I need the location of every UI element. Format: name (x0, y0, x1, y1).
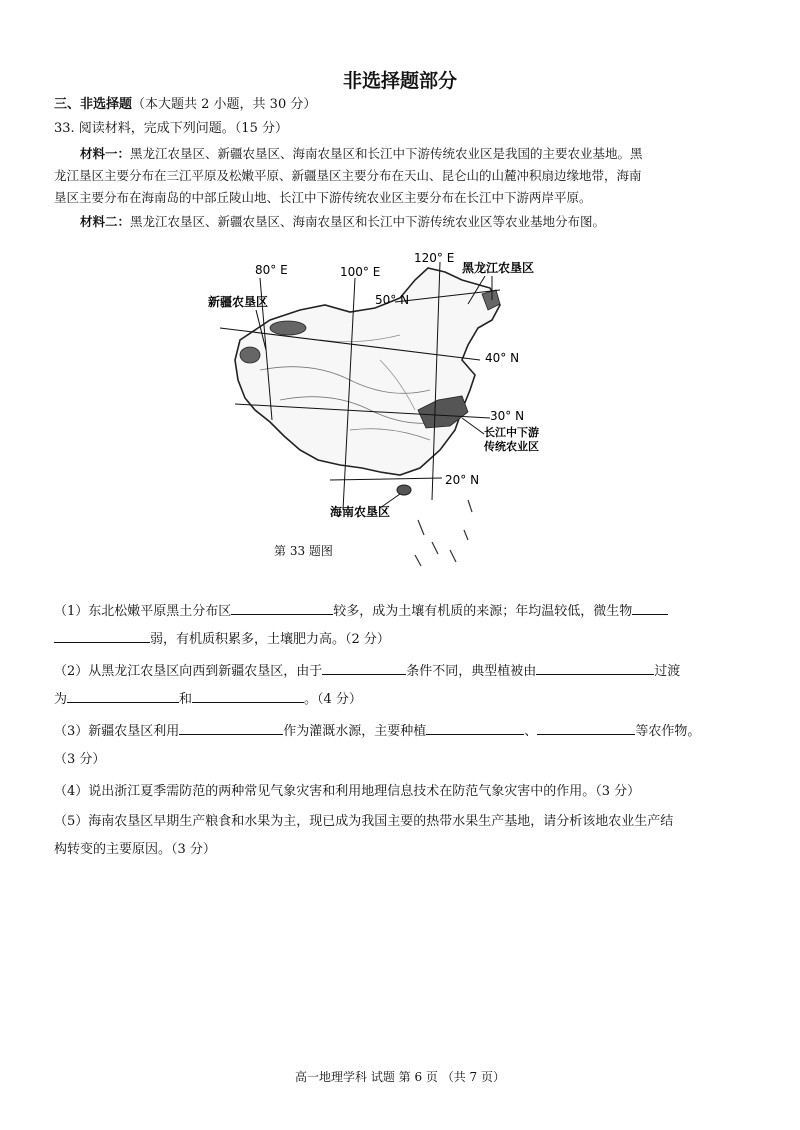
q1-blank-1[interactable] (231, 600, 333, 615)
hainan-island (397, 485, 411, 495)
label-40n: 40° N (485, 351, 520, 365)
subquestion-5-line-2: 构转变的主要原因。（3 分） (54, 842, 216, 857)
material-two (54, 211, 744, 233)
material-one-line-2: 龙江垦区主要分布在三江平原及松嫩平原、新疆垦区主要分布在天山、昆仑山的山麓冲积扇边缘地带，海南 (54, 168, 642, 183)
q2-blank-4[interactable] (192, 688, 304, 703)
q1-text-c: 弱，有机质积累多，土壤肥力高。（2 分） (150, 632, 390, 647)
q1-blank-2b[interactable] (54, 628, 150, 643)
q3-text-b: 作为灌溉水源，主要种植 (283, 724, 427, 739)
subquestion-3-line-2: （3 分） (54, 752, 106, 767)
q3-text-c: 、 (524, 724, 538, 739)
label-20n: 20° N (445, 473, 480, 487)
china-outline (235, 268, 500, 475)
subquestion-1-line-1 (54, 598, 754, 626)
section-note: （本大题共 2 小题，共 30 分） (132, 97, 317, 112)
material-one-line-1 (54, 143, 744, 165)
page-title: 非选择题部分 (342, 70, 457, 92)
q2-text-c: 过渡 (654, 664, 681, 679)
q3-blank-1[interactable] (179, 720, 283, 735)
q2-text-d: 为 (54, 692, 68, 707)
label-50n: 50° N (375, 293, 410, 307)
q1-text-b: 较多，成为土壤有机质的来源；年均温较低，微生物 (333, 604, 633, 619)
material-one-text-1: 黑龙江农垦区、新疆农垦区、海南农垦区和长江中下游传统农业区是我国的主要农业基地。黑 (130, 146, 643, 161)
label-yangtze-1: 长江中下游 (484, 426, 539, 439)
label-xinjiang: 新疆农垦区 (208, 295, 269, 309)
material-two-label: 材料二： (80, 214, 131, 229)
label-heilongjiang: 黑龙江农垦区 (462, 261, 535, 275)
material-one-line-3: 垦区主要分布在海南岛的中部丘陵山地、长江中下游传统农业区主要分布在长江中下游两岸平原。 (54, 190, 592, 205)
subquestion-2-line-2 (54, 686, 754, 714)
q2-text-b: 条件不同，典型植被由 (406, 664, 537, 679)
q1-text-a: （1）东北松嫩平原黑土分布区 (54, 604, 232, 619)
agriculture-base-map (200, 250, 560, 580)
subquestion-5-line-1: （5）海南农垦区早期生产粮食和水果为主，现已成为我国主要的热带水果生产基地，请分析该地农业生产结 (54, 814, 674, 829)
label-120e: 120° E (414, 251, 455, 265)
q3-text-d: 等农作物。 (635, 724, 701, 739)
q2-blank-1[interactable] (322, 660, 406, 675)
subquestion-3-line-1 (54, 718, 754, 746)
question-stem: 33. 阅读材料，完成下列问题。（15 分） (54, 121, 288, 136)
material-two-text: 黑龙江农垦区、新疆农垦区、海南农垦区和长江中下游传统农业区等农业基地分布图。 (130, 214, 606, 229)
q2-text-e: 和 (179, 692, 193, 707)
xinjiang-area (270, 321, 306, 335)
label-hainan: 海南农垦区 (330, 505, 391, 519)
subquestion-1-line-2 (54, 626, 754, 654)
china-map-svg (200, 250, 560, 580)
material-one-label: 材料一： (80, 146, 131, 161)
label-80e: 80° E (255, 263, 288, 277)
q2-text-a: （2）从黑龙江农垦区向西到新疆农垦区，由于 (54, 664, 323, 679)
q1-blank-2a[interactable] (632, 600, 668, 615)
page-footer: 高一地理学科 试题 第 6 页 （共 7 页） (295, 1070, 505, 1084)
material-one (54, 143, 744, 209)
subquestion-2-line-1 (54, 658, 754, 686)
subquestion-4: （4）说出浙江夏季需防范的两种常见气象灾害和利用地理信息技术在防范气象灾害中的作用。（3 分） (54, 784, 641, 799)
q3-text-a: （3）新疆农垦区利用 (54, 724, 180, 739)
xinjiang-area-2 (240, 347, 260, 363)
q2-blank-2[interactable] (536, 660, 654, 675)
parallel-20 (330, 478, 442, 480)
label-yangtze-2: 传统农业区 (484, 440, 539, 453)
q2-blank-3[interactable] (67, 688, 179, 703)
section-heading (54, 94, 754, 116)
map-caption: 第 33 题图 (274, 544, 333, 558)
q3-blank-3[interactable] (537, 720, 635, 735)
q3-blank-2[interactable] (426, 720, 524, 735)
q2-text-f: 。（4 分） (304, 692, 362, 707)
label-100e: 100° E (340, 265, 381, 279)
label-30n: 30° N (490, 409, 525, 423)
section-label: 三、非选择题 (54, 97, 133, 112)
